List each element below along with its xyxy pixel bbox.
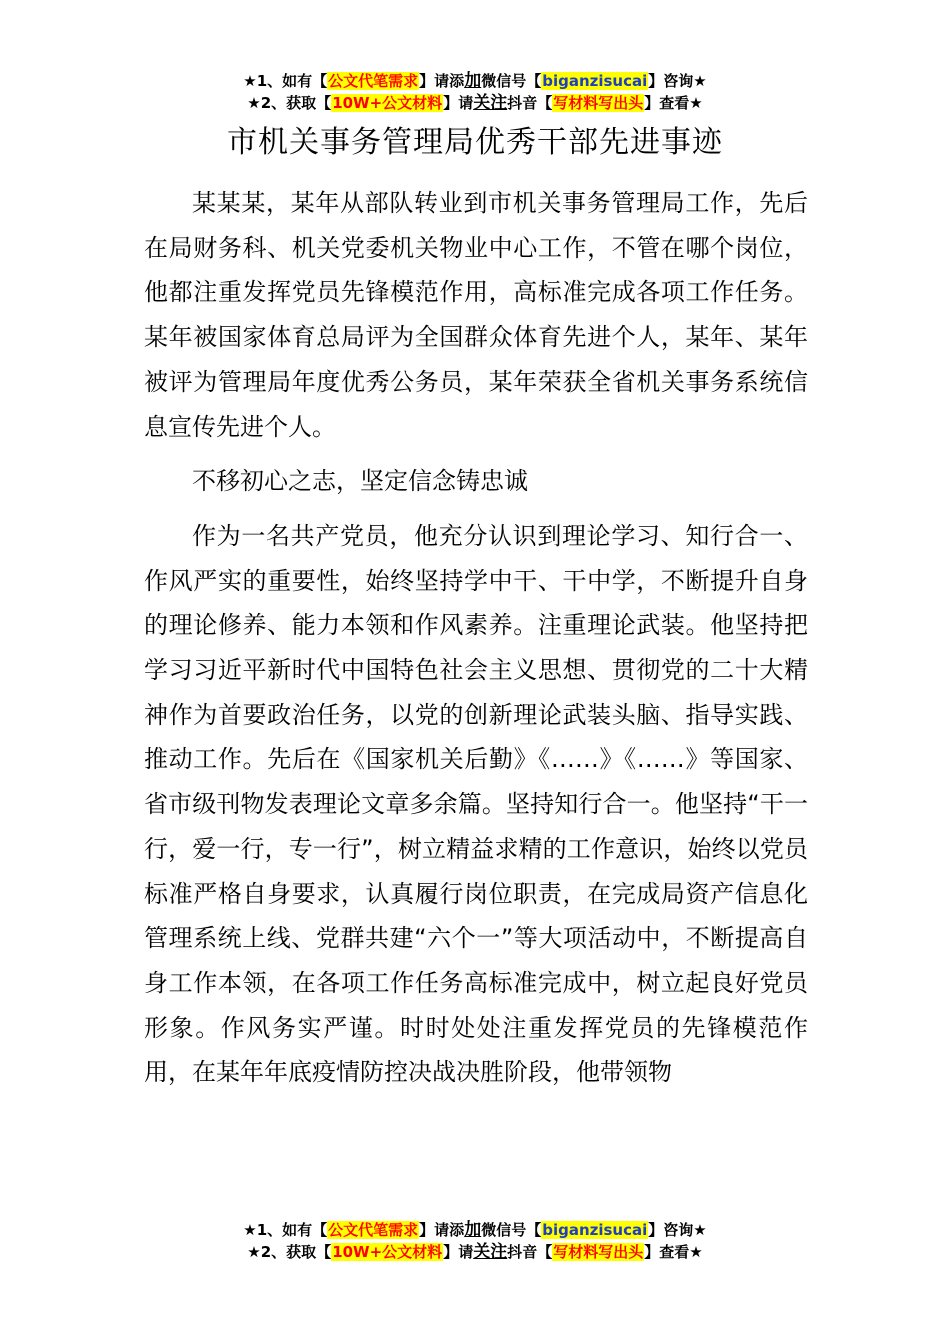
promo-highlight: 10W+公文材料 [332,1243,443,1261]
header-promo-banner [0,70,950,114]
promo-text: ★2、获取【 [247,1243,332,1261]
promo-highlight: 10W+公文材料 [332,94,443,112]
promo-highlight: 公文代笔需求 [328,72,419,90]
promo-text: 】请 [443,94,474,112]
promo-highlight: 公文代笔需求 [328,1221,419,1239]
promo-line-2 [0,1241,950,1263]
promo-line-2 [0,92,950,114]
promo-text: 】咨询★ [648,72,707,90]
paragraph: 作为一名共产党员，他充分认识到理论学习、知行合一、作风严实的重要性，始终坚持学中干、干中学，不断提升自身的理论修养、能力本领和作风素养。注重理论武装。他坚持把学习习近平新时代中国特色社会主义思想、贯彻党的二十大精神作为首要政治任务，以党的创新理论武装头脑、指导实践、推动工作。先后在《国家机关后勤》《……》《……》等国家、省市级刊物发表理论文章多余篇。坚持知行合一。他坚持“干一行，爱一行，专一行”，树立精益求精的工作意识，始终以党员标准严格自身要求，认真履行岗位职责，在完成局资产信息化管理系统上线、党群共建“六个一”等大项活动中，不断提高自身工作本领，在各项工作任务高标准完成中，树立起良好党员形象。作风务实严谨。时时处处注重发挥党员的先锋模范作用，在某年年底疫情防控决战决胜阶段，他带领物 [144,521,808,1087]
promo-text: 抖音【 [507,94,553,112]
promo-text: 】请添 [419,72,465,90]
document-body [144,181,808,1095]
promo-text: ★1、如有【 [243,72,328,90]
paragraph: 某某某，某年从部队转业到市机关事务管理局工作，先后在局财务科、机关党委机关物业中心工作，不管在哪个岗位，他都注重发挥党员先锋模范作用，高标准完成各项工作任务。某年被国家体育总局评为全国群众体育先进个人，某年、某年被评为管理局年度优秀公务员，某年荣获全省机关事务系统信息宣传先进个人。 [144,189,808,441]
promo-emphasis: 关注 [473,1242,508,1262]
promo-text: ★1、如有【 [243,1221,328,1239]
promo-text: 】查看★ [644,1243,703,1261]
promo-wechat-id: biganzisucai [542,72,648,90]
promo-wechat-id: biganzisucai [542,1221,648,1239]
promo-text: 微信号【 [481,1221,542,1239]
footer-promo-banner [0,1219,950,1263]
promo-line-1 [0,1219,950,1241]
promo-text: 】查看★ [644,94,703,112]
section-heading: 不移初心之志，坚定信念铸忠诚 [192,467,528,496]
document-title: 市机关事务管理局优秀干部先进事迹 [227,125,723,160]
promo-text: 】咨询★ [648,1221,707,1239]
promo-text: 微信号【 [481,72,542,90]
promo-emphasis: 加 [464,71,482,91]
promo-line-1 [0,70,950,92]
promo-text: 抖音【 [507,1243,553,1261]
promo-emphasis: 加 [464,1220,482,1240]
promo-highlight: 写材料写出头 [553,94,644,112]
promo-text: 】请 [443,1243,474,1261]
promo-text: ★2、获取【 [247,94,332,112]
promo-text: 】请添 [419,1221,465,1239]
promo-emphasis: 关注 [473,93,508,113]
promo-highlight: 写材料写出头 [553,1243,644,1261]
